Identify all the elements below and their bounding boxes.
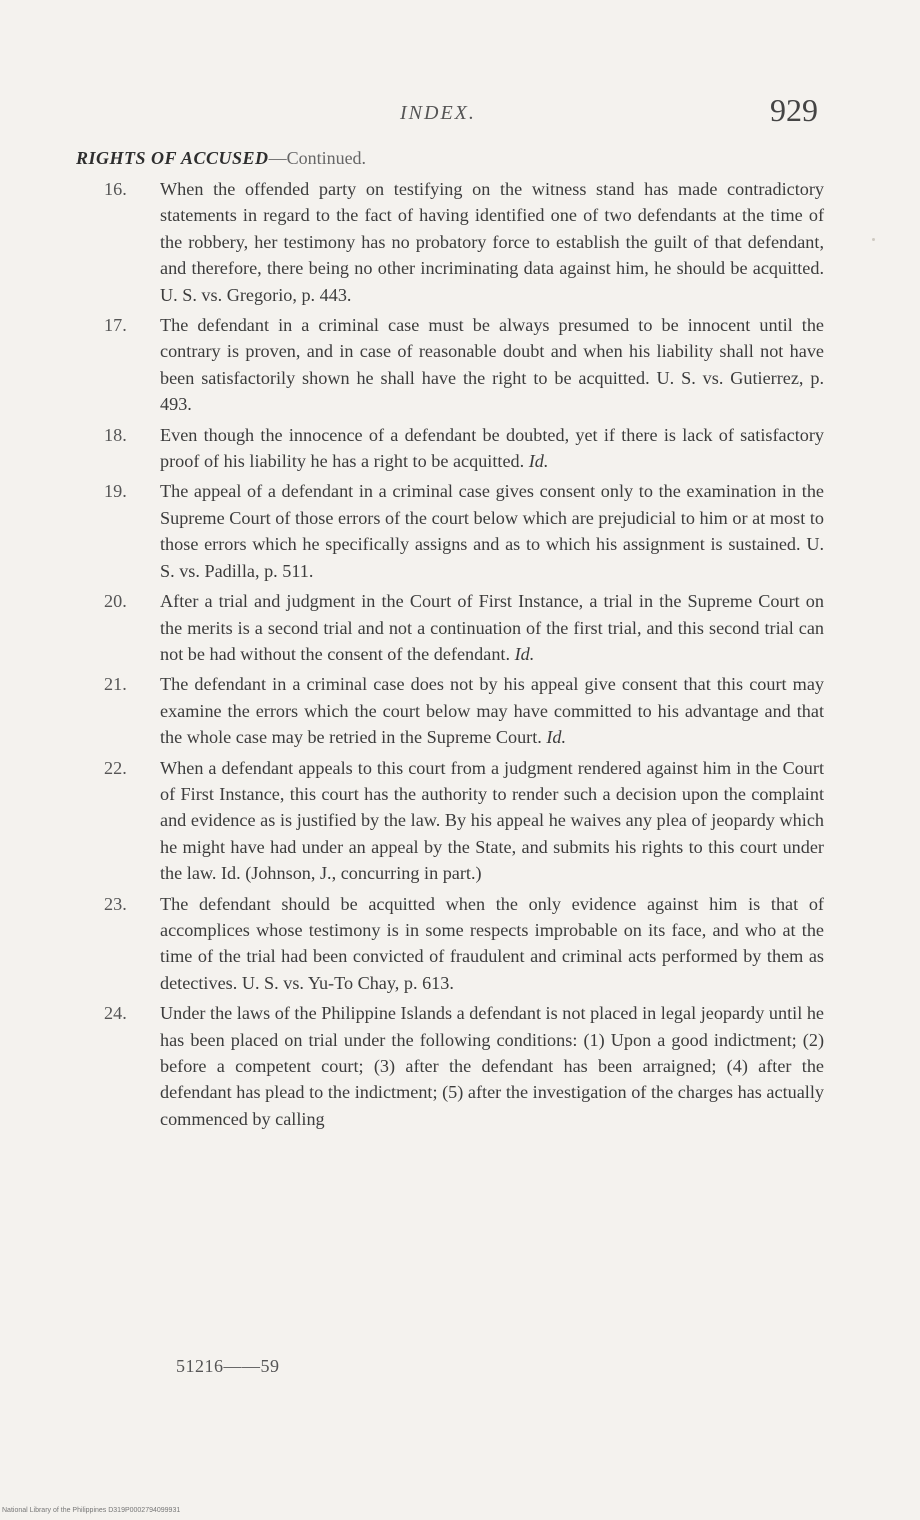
entry-text: The defendant should be acquitted when the only evidence against him is that of accomplices whose testimony is in some respects improbable on its face, and who at the time of the trial had been convicted of fraudulent and criminal acts performed by them as detectives. bbox=[160, 893, 824, 993]
running-title: INDEX. bbox=[400, 102, 476, 124]
entry-number: 21. bbox=[104, 674, 127, 695]
entry-text: When the offended party on testifying on the witness stand has made contradictory statements in regard to the fact of having identified one of two defendants at the time of the robbery, her testimony has no probatory force to establish the guilt of that defendant, and therefore, there being no other incriminating data against him, he should be acquitted. bbox=[160, 179, 824, 279]
index-entry bbox=[104, 478, 824, 584]
entry-text: The appeal of a defendant in a criminal case gives consent only to the examination in the Supreme Court of those errors of the court below which are prejudicial to him or at most to those errors which he specifically assigns and as to which his assignment is sustained. bbox=[160, 481, 824, 555]
index-entry bbox=[104, 671, 824, 750]
section-heading bbox=[76, 148, 366, 169]
entry-text: Under the laws of the Philippine Islands a defendant is not placed in legal jeopardy until he has been placed on trial under the following conditions: (1) Upon a good indictment; (2) before a competent court; (3) after the defendant has been arraigned; (4) after the defendant has plead to the indictment; (5) after the investigation of the charges has actually commenced by calling bbox=[160, 1003, 824, 1129]
entry-number: 22. bbox=[104, 757, 127, 778]
entry-number: 20. bbox=[104, 591, 127, 612]
entry-citation: U. S. vs. Gutierrez, p. 493. bbox=[160, 367, 825, 415]
entry-number: 24. bbox=[104, 1003, 127, 1024]
entry-number: 23. bbox=[104, 893, 127, 914]
running-head bbox=[0, 88, 920, 128]
section-continued: —Continued. bbox=[268, 148, 367, 168]
section-title: RIGHTS OF ACCUSED bbox=[76, 148, 269, 168]
entry-text: The defendant in a criminal case must be always presumed to be innocent until the contrary is proven, and in case of reasonable doubt and when his liability shall not have been satisfactorily shown he shall have the right to be acquitted. bbox=[160, 315, 824, 388]
entry-number: 18. bbox=[104, 424, 127, 445]
index-entry bbox=[104, 755, 824, 887]
index-entry bbox=[104, 891, 824, 997]
paper-speck bbox=[872, 238, 875, 241]
entry-number: 17. bbox=[104, 315, 127, 336]
entry-text: Even though the innocence of a defendant be doubted, yet if there is lack of satisfactory proof of his liability he has a right to be acquitted. bbox=[160, 424, 824, 472]
signature-mark: 51216——59 bbox=[176, 1356, 280, 1376]
entry-citation: Id. bbox=[528, 451, 549, 472]
index-entries bbox=[104, 176, 824, 1136]
index-entry bbox=[104, 312, 824, 418]
page-number: 929 bbox=[770, 92, 818, 128]
entry-citation: U. S. vs. Padilla, p. 511. bbox=[160, 534, 824, 581]
entry-citation: U. S. vs. Gregorio, p. 443. bbox=[160, 284, 352, 305]
entry-text: When a defendant appeals to this court from a judgment rendered against him in the Court of First Instance, this court has the authority to render such a decision upon the complaint and evidence as is justified by the law. By his appeal he waives any plea of jeopardy which he might have had under an appeal by the State, and submits his rights to this court under the law. bbox=[160, 757, 824, 884]
index-entry bbox=[104, 176, 824, 308]
entry-text: After a trial and judgment in the Court of First Instance, a trial in the Supreme Court on the merits is a second trial and not a continuation of the first trial, and this second trial can not be had without the consent of the defendant. bbox=[160, 591, 824, 664]
entry-citation: U. S. vs. Yu-To Chay, p. 613. bbox=[241, 972, 454, 993]
entry-number: 16. bbox=[104, 179, 127, 199]
index-entry bbox=[104, 422, 824, 475]
entry-citation: Id. bbox=[514, 643, 535, 664]
entry-citation: Id. bbox=[546, 727, 567, 748]
index-entry bbox=[104, 1000, 824, 1132]
entry-number: 19. bbox=[104, 481, 127, 502]
entry-text: The defendant in a criminal case does not by his appeal give consent that this court may examine the errors which the court below may have committed to his advantage and that the whole case may be retried in the Supreme Court. bbox=[160, 674, 824, 748]
index-entry bbox=[104, 588, 824, 667]
library-watermark: National Library of the Philippines D319P0002794099931 bbox=[2, 1507, 181, 1514]
entry-citation: Id. (Johnson, J., concurring in part.) bbox=[220, 863, 482, 884]
